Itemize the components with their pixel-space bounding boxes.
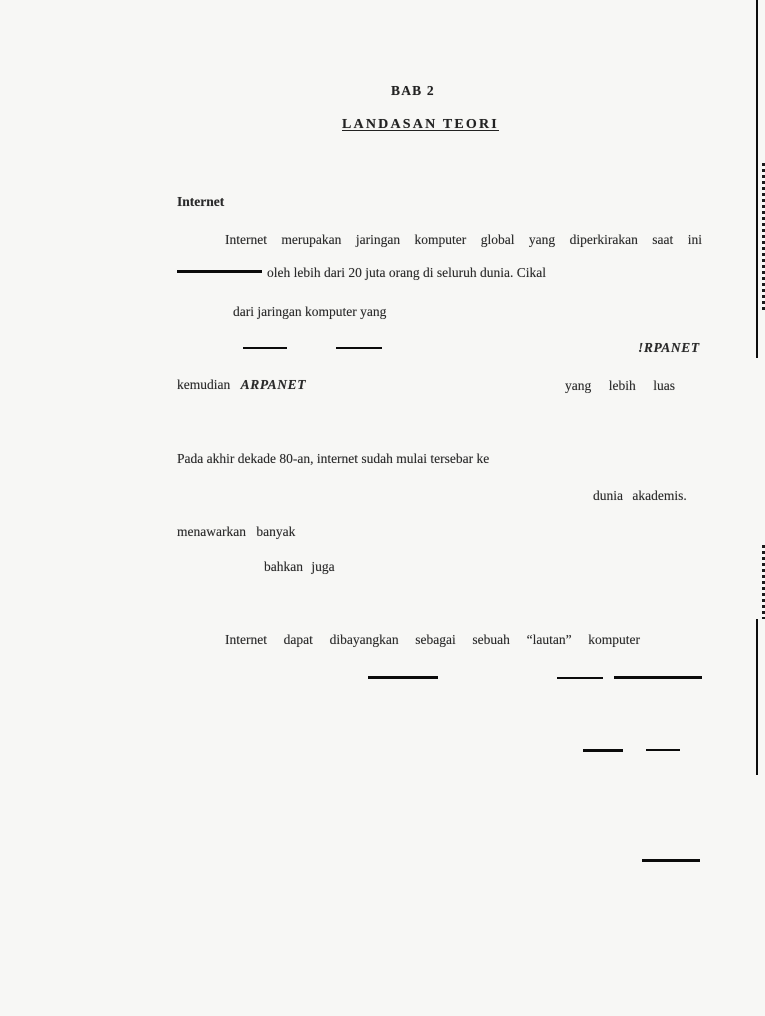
low-rule-a <box>583 749 623 752</box>
paragraph2-line3: menawarkan banyak <box>177 524 296 539</box>
short-rule-b <box>336 347 382 349</box>
paragraph1-line5-word2: ARPANET <box>240 377 307 392</box>
paragraph2-line1: Pada akhir dekade 80-an, internet sudah mulai tersebar ke <box>177 451 490 466</box>
paragraph1-line5-left <box>177 376 306 393</box>
paragraph1-line2: oleh lebih dari 20 juta orang di seluruh dunia. Cikal <box>267 265 546 280</box>
paragraph2-line4: bahkan juga <box>264 559 335 574</box>
paragraph1-line5-right: yang lebih luas <box>565 378 675 393</box>
mid-rule-b <box>557 677 603 679</box>
section-heading: Internet <box>177 194 225 209</box>
scan-artifact-vline-bottom <box>756 619 758 775</box>
chapter-title: LANDASAN TEORI <box>342 117 499 132</box>
mid-rule-c <box>614 676 702 679</box>
paragraph1-line5-word1: kemudian <box>177 377 231 392</box>
chapter-heading: BAB 2 <box>391 83 435 98</box>
paragraph1-line3: dari jaringan komputer yang <box>233 304 387 319</box>
bottom-rule <box>642 859 700 862</box>
low-rule-b <box>646 749 680 751</box>
short-rule-a <box>243 347 287 349</box>
redaction-rule <box>177 270 262 273</box>
paragraph3-line1: Internet dapat dibayangkan sebagai sebuah “lautan” komputer <box>225 632 640 647</box>
paragraph2-line2: dunia akademis. <box>593 488 687 503</box>
scan-artifact-vline-top <box>756 0 758 358</box>
mid-rule-a <box>368 676 438 679</box>
paragraph1-line1: Internet merupakan jaringan komputer global yang diperkirakan saat ini <box>225 232 702 247</box>
paragraph1-line4-fragment: !RPANET <box>638 340 700 355</box>
